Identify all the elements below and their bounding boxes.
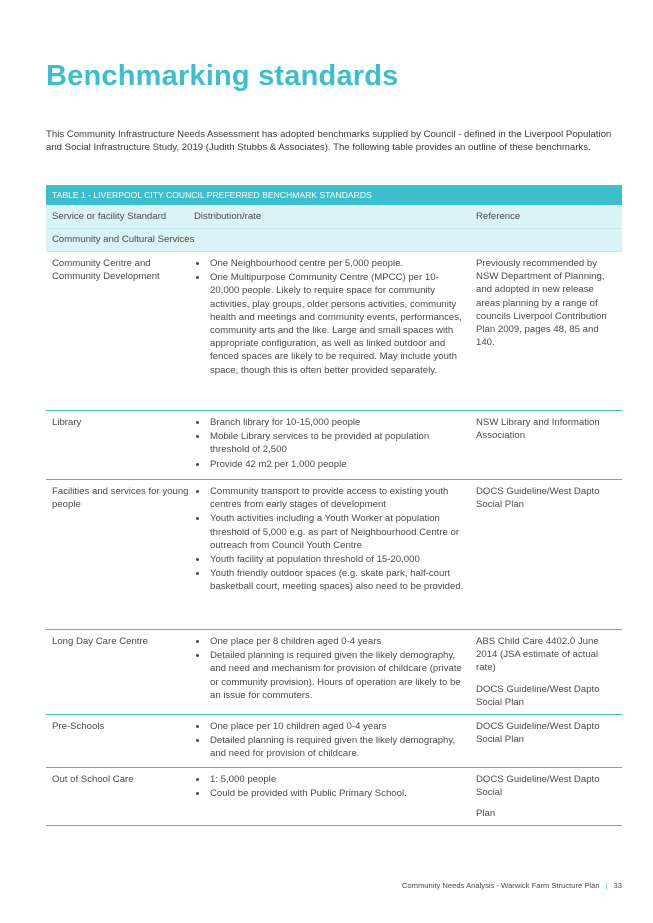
rates-cell bbox=[194, 485, 468, 629]
rate-item: One place per 10 children aged 0-4 years bbox=[194, 720, 468, 733]
reference-text: Plan bbox=[476, 808, 496, 820]
page-title: Benchmarking standards bbox=[46, 60, 399, 92]
page-number: 33 bbox=[613, 881, 622, 890]
reference-text: DOCS Guideline/West Dapto Social Plan bbox=[476, 486, 600, 511]
table-header-row bbox=[46, 205, 622, 229]
reference-cell bbox=[468, 635, 616, 714]
header-service: Service or facility Standard bbox=[52, 210, 167, 222]
reference-cell bbox=[468, 257, 616, 410]
benchmark-table bbox=[46, 185, 622, 826]
rate-item: 1: 5,000 people bbox=[194, 773, 468, 786]
rate-item: Youth facility at population threshold of 15-20,000 bbox=[194, 553, 468, 566]
service-cell: Out of School Care bbox=[52, 774, 134, 785]
footer-separator: | bbox=[605, 881, 608, 890]
table-row bbox=[46, 630, 622, 715]
table-row bbox=[46, 480, 622, 630]
table-row bbox=[46, 715, 622, 768]
reference-cell bbox=[468, 720, 616, 767]
footer-text: Community Needs Analysis - Warwick Farm Structure Plan bbox=[401, 881, 600, 890]
table-caption: TABLE 1 - LIVERPOOL CITY COUNCIL PREFERRED BENCHMARK STANDARDS bbox=[46, 185, 622, 205]
rates-cell bbox=[194, 635, 468, 714]
page-footer bbox=[402, 881, 622, 890]
rate-item: Branch library for 10-15,000 people bbox=[194, 416, 468, 429]
rates-cell bbox=[194, 773, 468, 825]
table-row bbox=[46, 768, 622, 826]
reference-text: DOCS Guideline/West Dapto Social Plan bbox=[476, 721, 600, 746]
reference-text: Previously recommended by NSW Department of Planning, and adopted in new release areas planning by a range of councils Liverpool Contribution Plan 2009, pages 48, 85 and 140. bbox=[476, 258, 607, 349]
rate-item: One place per 8 children aged 0-4 years bbox=[194, 635, 468, 648]
service-cell: Community Centre and Community Development bbox=[52, 258, 160, 283]
reference-cell bbox=[468, 485, 616, 629]
reference-text: DOCS Guideline/West Dapto Social Plan bbox=[476, 683, 600, 708]
section-row: Community and Cultural Services bbox=[46, 229, 622, 252]
rates-cell bbox=[194, 720, 468, 767]
intro-paragraph: This Community Infrastructure Needs Assessment has adopted benchmarks supplied by Council - defined in the Liverpool Population and Social Infrastructure Study, 2019 (Judith Stubbs & Associates). The following table provides an outline of these benchmarks. bbox=[46, 129, 612, 154]
table-row bbox=[46, 411, 622, 480]
rate-item: One Neighbourhood centre per 5,000 people. bbox=[194, 257, 468, 270]
service-cell: Pre-Schools bbox=[52, 721, 105, 732]
reference-text: ABS Child Care 4402.0 June 2014 (JSA estimate of actual rate) bbox=[476, 636, 599, 674]
rate-item: Detailed planning is required given the likely demography, and need and mechanism for provision of childcare (private or community provision). Hours of operation are likely to be an issue for commuters. bbox=[194, 649, 468, 702]
rate-item: Could be provided with Public Primary School. bbox=[194, 787, 468, 800]
rate-item: One Multipurpose Community Centre (MPCC) per 10-20,000 people. Likely to require space for community activities, play groups, older persons activities, community health and meetings and community events, performances, community arts and the like. Large and small spaces with appropriate configuration, as well as linked outdoor and fenced spaces are likely to be required. May include youth space, though this is often better provided separately. bbox=[194, 271, 468, 377]
rate-item: Mobile Library services to be provided at population threshold of 2,500 bbox=[194, 430, 468, 456]
reference-cell bbox=[468, 416, 616, 479]
rate-item: Provide 42 m2 per 1,000 people bbox=[194, 458, 468, 471]
service-cell: Facilities and services for young people bbox=[52, 486, 189, 511]
service-cell: Long Day Care Centre bbox=[52, 636, 148, 647]
rate-item: Detailed planning is required given the likely demography, and need for provision of childcare. bbox=[194, 734, 468, 760]
reference-cell bbox=[468, 773, 616, 825]
rates-cell bbox=[194, 257, 468, 410]
rates-cell bbox=[194, 416, 468, 479]
service-cell: Library bbox=[52, 417, 82, 428]
rate-item: Youth friendly outdoor spaces (e.g. skate park, half-court basketball court, meeting spaces) also need to be provided. bbox=[194, 567, 468, 593]
rate-item: Youth activities including a Youth Worker at population threshold of 5,000 e.g. as part of Neighbourhood Centre or outreach from Council Youth Centre bbox=[194, 512, 468, 552]
header-reference: Reference bbox=[476, 210, 521, 222]
rate-item: Community transport to provide access to existing youth centres from early stages of development bbox=[194, 485, 468, 511]
table-row bbox=[46, 252, 622, 411]
header-distribution: Distribution/rate bbox=[194, 210, 262, 222]
reference-text: DOCS Guideline/West Dapto Social bbox=[476, 774, 600, 799]
reference-text: NSW Library and Information Association bbox=[476, 417, 600, 442]
